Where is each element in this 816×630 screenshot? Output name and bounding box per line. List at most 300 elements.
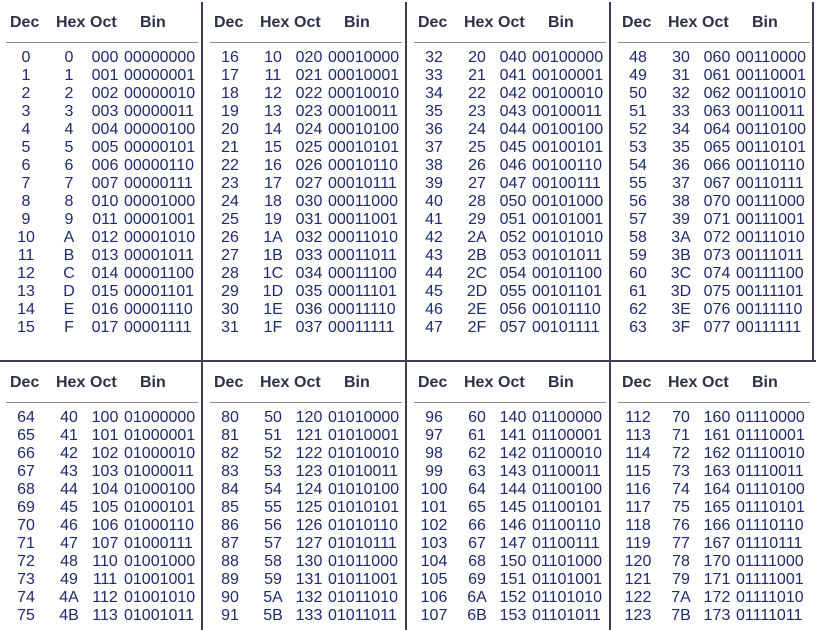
cell-hex: 33 xyxy=(672,103,690,120)
cell-oct: 016 xyxy=(91,301,119,318)
cell-hex: 31 xyxy=(672,67,690,84)
table-row xyxy=(616,265,816,283)
cell-oct: 010 xyxy=(91,193,119,210)
cell-hex: 20 xyxy=(468,49,486,66)
cell-hex: 2A xyxy=(467,229,487,246)
cell-bin: 00100110 xyxy=(532,157,602,174)
table-row xyxy=(412,409,612,427)
table-row xyxy=(208,607,408,625)
cell-hex: 3D xyxy=(670,283,692,300)
table-row xyxy=(4,175,204,193)
cell-hex: 43 xyxy=(60,463,78,480)
cell-dec: 44 xyxy=(425,265,443,282)
header-bin: Bin xyxy=(344,374,370,391)
cell-hex: 76 xyxy=(672,517,690,534)
cell-oct: 125 xyxy=(295,499,323,516)
cell-oct: 101 xyxy=(91,427,119,444)
cell-dec: 101 xyxy=(420,499,448,516)
header-rule xyxy=(414,42,606,43)
cell-bin: 01110100 xyxy=(736,481,805,498)
cell-oct: 051 xyxy=(499,211,527,228)
cell-hex: 19 xyxy=(264,211,282,228)
cell-hex: 65 xyxy=(468,499,486,516)
cell-bin: 00101001 xyxy=(532,211,604,228)
table-row xyxy=(616,517,816,535)
cell-hex: 3A xyxy=(671,229,691,246)
cell-hex: 78 xyxy=(672,553,690,570)
cell-hex: 3C xyxy=(670,265,692,282)
cell-dec: 31 xyxy=(221,319,239,336)
cell-hex: 62 xyxy=(468,445,486,462)
cell-bin: 00000101 xyxy=(124,139,196,156)
cell-bin: 01010110 xyxy=(328,517,398,534)
cell-oct: 036 xyxy=(295,301,323,318)
cell-oct: 020 xyxy=(295,49,323,66)
table-row xyxy=(412,49,612,67)
table-row xyxy=(616,409,816,427)
cell-dec: 6 xyxy=(21,157,31,174)
cell-oct: 005 xyxy=(91,139,119,156)
cell-dec: 100 xyxy=(420,481,448,498)
cell-oct: 104 xyxy=(91,481,119,498)
cell-hex: 22 xyxy=(468,85,486,102)
cell-bin: 00001010 xyxy=(124,229,196,246)
cell-dec: 87 xyxy=(221,535,239,552)
cell-oct: 022 xyxy=(295,85,323,102)
cell-hex: 34 xyxy=(672,121,690,138)
cell-bin: 01100000 xyxy=(532,409,602,426)
cell-dec: 102 xyxy=(420,517,448,534)
cell-bin: 00011010 xyxy=(328,229,398,246)
cell-dec: 49 xyxy=(629,67,647,84)
cell-dec: 45 xyxy=(425,283,443,300)
cell-oct: 003 xyxy=(91,103,119,120)
cell-bin: 01110110 xyxy=(736,517,804,534)
cell-bin: 00110011 xyxy=(736,103,805,120)
cell-bin: 00111010 xyxy=(736,229,805,246)
header-hex: Hex xyxy=(260,14,290,31)
cell-hex: 29 xyxy=(468,211,486,228)
cell-dec: 68 xyxy=(17,481,35,498)
cell-bin: 01000100 xyxy=(124,481,196,498)
bottom-section xyxy=(0,362,816,630)
cell-bin: 01100110 xyxy=(532,517,601,534)
cell-oct: 007 xyxy=(91,175,119,192)
cell-bin: 01000000 xyxy=(124,409,196,426)
cell-hex: 44 xyxy=(60,481,78,498)
table-row xyxy=(616,535,816,553)
cell-dec: 73 xyxy=(17,571,35,588)
cell-hex: 21 xyxy=(468,67,486,84)
cell-dec: 89 xyxy=(221,571,239,588)
cell-hex: 24 xyxy=(468,121,486,138)
cell-bin: 00011111 xyxy=(328,319,395,336)
cell-bin: 00111100 xyxy=(736,265,804,282)
cell-oct: 165 xyxy=(703,499,731,516)
cell-dec: 5 xyxy=(21,139,31,156)
cell-oct: 042 xyxy=(499,85,527,102)
cell-dec: 7 xyxy=(21,175,31,192)
cell-oct: 141 xyxy=(499,427,527,444)
cell-hex: 7B xyxy=(671,607,691,624)
cell-dec: 56 xyxy=(629,193,647,210)
cell-bin: 00000110 xyxy=(124,157,194,174)
table-row xyxy=(412,553,612,571)
table-row xyxy=(4,67,204,85)
cell-hex: 51 xyxy=(264,427,282,444)
cell-oct: 000 xyxy=(91,49,119,66)
header-oct: Oct xyxy=(90,374,117,391)
header-oct: Oct xyxy=(294,374,321,391)
cell-dec: 36 xyxy=(425,121,443,138)
cell-dec: 59 xyxy=(629,247,647,264)
table-row xyxy=(4,229,204,247)
cell-dec: 74 xyxy=(17,589,35,606)
cell-hex: 3B xyxy=(671,247,691,264)
cell-oct: 062 xyxy=(703,85,731,102)
cell-dec: 24 xyxy=(221,193,239,210)
header-dec: Dec xyxy=(214,14,244,31)
cell-dec: 60 xyxy=(629,265,647,282)
cell-hex: 4 xyxy=(64,121,74,138)
header-oct: Oct xyxy=(90,14,117,31)
cell-hex: 73 xyxy=(672,463,690,480)
cell-bin: 00011000 xyxy=(328,193,398,210)
cell-oct: 017 xyxy=(91,319,119,336)
cell-hex: 26 xyxy=(468,157,486,174)
table-row xyxy=(412,103,612,121)
cell-oct: 032 xyxy=(295,229,323,246)
cell-dec: 61 xyxy=(629,283,647,300)
table-row xyxy=(4,607,204,625)
cell-bin: 01010000 xyxy=(328,409,400,426)
cell-hex: 3F xyxy=(671,319,691,336)
cell-dec: 43 xyxy=(425,247,443,264)
cell-oct: 126 xyxy=(295,517,323,534)
cell-bin: 01000010 xyxy=(124,445,196,462)
cell-hex: 48 xyxy=(60,553,78,570)
table-row xyxy=(616,85,816,103)
table-row xyxy=(4,427,204,445)
cell-hex: 38 xyxy=(672,193,690,210)
table-row xyxy=(616,301,816,319)
cell-hex: 16 xyxy=(264,157,282,174)
cell-hex: 8 xyxy=(64,193,74,210)
table-row xyxy=(4,247,204,265)
table-row xyxy=(4,265,204,283)
cell-oct: 073 xyxy=(703,247,731,264)
cell-bin: 00110110 xyxy=(736,157,805,174)
cell-dec: 20 xyxy=(221,121,239,138)
cell-oct: 002 xyxy=(91,85,119,102)
cell-oct: 170 xyxy=(703,553,731,570)
cell-bin: 00001101 xyxy=(124,283,194,300)
cell-hex: 64 xyxy=(468,481,486,498)
table-row xyxy=(616,103,816,121)
cell-dec: 98 xyxy=(425,445,443,462)
cell-oct: 113 xyxy=(92,607,118,624)
table-row xyxy=(208,175,408,193)
cell-dec: 86 xyxy=(221,517,239,534)
cell-dec: 85 xyxy=(221,499,239,516)
cell-bin: 01011011 xyxy=(328,607,397,624)
cell-hex: 1B xyxy=(263,247,283,264)
cell-hex: 2C xyxy=(466,265,488,282)
cell-bin: 00011011 xyxy=(328,247,397,264)
cell-dec: 35 xyxy=(425,103,443,120)
cell-bin: 00100001 xyxy=(532,67,604,84)
cell-bin: 00001000 xyxy=(124,193,196,210)
cell-oct: 153 xyxy=(499,607,527,624)
cell-bin: 00001100 xyxy=(124,265,194,282)
cell-oct: 006 xyxy=(91,157,119,174)
cell-bin: 00100000 xyxy=(532,49,604,66)
table-row xyxy=(4,85,204,103)
cell-bin: 00111000 xyxy=(736,193,805,210)
cell-dec: 13 xyxy=(17,283,35,300)
table-row xyxy=(412,427,612,445)
cell-oct: 121 xyxy=(295,427,323,444)
header-dec: Dec xyxy=(10,374,40,391)
cell-dec: 12 xyxy=(17,265,35,282)
cell-dec: 21 xyxy=(221,139,239,156)
cell-bin: 01100100 xyxy=(532,481,602,498)
cell-bin: 00110111 xyxy=(736,175,804,192)
table-row xyxy=(616,157,816,175)
cell-oct: 074 xyxy=(703,265,731,282)
header-bin: Bin xyxy=(548,14,574,31)
cell-bin: 01011001 xyxy=(328,571,398,588)
cell-dec: 46 xyxy=(425,301,443,318)
table-row xyxy=(208,589,408,607)
cell-oct: 172 xyxy=(703,589,731,606)
cell-hex: 23 xyxy=(468,103,486,120)
cell-dec: 37 xyxy=(425,139,443,156)
cell-hex: 6A xyxy=(467,589,487,606)
table-row xyxy=(4,535,204,553)
cell-bin: 00110001 xyxy=(736,67,806,84)
cell-dec: 14 xyxy=(17,301,35,318)
cell-dec: 63 xyxy=(629,319,647,336)
cell-hex: 2D xyxy=(466,283,488,300)
cell-bin: 01101000 xyxy=(532,553,602,570)
table-row xyxy=(616,553,816,571)
cell-oct: 055 xyxy=(499,283,527,300)
cell-bin: 01110001 xyxy=(736,427,805,444)
cell-oct: 171 xyxy=(703,571,731,588)
cell-oct: 144 xyxy=(499,481,527,498)
table-row xyxy=(616,49,816,67)
cell-oct: 164 xyxy=(703,481,731,498)
cell-dec: 117 xyxy=(625,499,651,516)
cell-dec: 30 xyxy=(221,301,239,318)
table-row xyxy=(616,481,816,499)
cell-bin: 01010001 xyxy=(328,427,400,444)
cell-oct: 035 xyxy=(295,283,323,300)
cell-dec: 55 xyxy=(629,175,647,192)
cell-bin: 00011110 xyxy=(328,301,396,318)
cell-hex: 32 xyxy=(672,85,690,102)
table-row xyxy=(208,301,408,319)
cell-hex: 13 xyxy=(264,103,282,120)
header-hex: Hex xyxy=(464,374,494,391)
cell-dec: 27 xyxy=(221,247,239,264)
cell-bin: 00101110 xyxy=(532,301,601,318)
cell-bin: 00101111 xyxy=(532,319,600,336)
cell-bin: 00001110 xyxy=(124,301,193,318)
cell-oct: 152 xyxy=(499,589,527,606)
cell-dec: 75 xyxy=(17,607,35,624)
cell-oct: 077 xyxy=(703,319,731,336)
cell-oct: 047 xyxy=(499,175,527,192)
table-row xyxy=(4,49,204,67)
cell-hex: 61 xyxy=(468,427,486,444)
table-row xyxy=(4,319,204,337)
table-row xyxy=(4,571,204,589)
cell-hex: 49 xyxy=(60,571,78,588)
cell-hex: 50 xyxy=(264,409,282,426)
cell-oct: 057 xyxy=(499,319,527,336)
table-row xyxy=(208,211,408,229)
cell-bin: 01100111 xyxy=(532,535,600,552)
table-row xyxy=(412,607,612,625)
cell-bin: 01101010 xyxy=(532,589,602,606)
header-rule xyxy=(618,42,810,43)
cell-dec: 118 xyxy=(625,517,651,534)
cell-oct: 146 xyxy=(499,517,527,534)
cell-bin: 00101010 xyxy=(532,229,604,246)
table-row xyxy=(208,139,408,157)
cell-bin: 00010100 xyxy=(328,121,400,138)
cell-oct: 166 xyxy=(703,517,731,534)
table-row xyxy=(4,211,204,229)
cell-oct: 065 xyxy=(703,139,731,156)
cell-hex: B xyxy=(63,247,75,264)
cell-oct: 132 xyxy=(295,589,323,606)
header-rule xyxy=(6,402,198,403)
cell-hex: 79 xyxy=(672,571,690,588)
cell-bin: 00001001 xyxy=(124,211,196,228)
cell-hex: 2E xyxy=(467,301,487,318)
cell-oct: 067 xyxy=(703,175,731,192)
table-row xyxy=(412,283,612,301)
cell-bin: 01000111 xyxy=(124,535,193,552)
table-row xyxy=(616,175,816,193)
cell-dec: 71 xyxy=(17,535,35,552)
table-row xyxy=(208,157,408,175)
cell-bin: 01100010 xyxy=(532,445,602,462)
cell-dec: 54 xyxy=(629,157,647,174)
cell-dec: 52 xyxy=(629,121,647,138)
cell-dec: 10 xyxy=(17,229,35,246)
cell-dec: 123 xyxy=(624,607,652,624)
cell-hex: 14 xyxy=(264,121,282,138)
cell-hex: 2B xyxy=(467,247,487,264)
header-hex: Hex xyxy=(56,374,86,391)
cell-dec: 1 xyxy=(21,67,31,84)
table-row xyxy=(208,265,408,283)
cell-oct: 031 xyxy=(295,211,323,228)
cell-oct: 015 xyxy=(91,283,119,300)
cell-bin: 00000111 xyxy=(124,175,193,192)
cell-oct: 160 xyxy=(703,409,731,426)
cell-oct: 107 xyxy=(91,535,119,552)
cell-oct: 030 xyxy=(295,193,323,210)
cell-dec: 121 xyxy=(624,571,652,588)
cell-bin: 01011010 xyxy=(328,589,398,606)
cell-dec: 29 xyxy=(221,283,239,300)
table-row xyxy=(4,301,204,319)
cell-dec: 106 xyxy=(420,589,448,606)
cell-bin: 01100101 xyxy=(532,499,602,516)
cell-oct: 033 xyxy=(295,247,323,264)
cell-dec: 22 xyxy=(221,157,239,174)
cell-hex: 45 xyxy=(60,499,78,516)
cell-oct: 100 xyxy=(91,409,119,426)
table-row xyxy=(616,247,816,265)
cell-oct: 050 xyxy=(499,193,527,210)
header-hex: Hex xyxy=(668,14,698,31)
cell-hex: 1F xyxy=(263,319,283,336)
cell-hex: 10 xyxy=(264,49,282,66)
cell-dec: 112 xyxy=(625,409,651,426)
cell-bin: 00010101 xyxy=(328,139,400,156)
table-row xyxy=(4,409,204,427)
table-row xyxy=(616,121,816,139)
table-row xyxy=(208,229,408,247)
cell-dec: 120 xyxy=(624,553,652,570)
cell-dec: 91 xyxy=(221,607,239,624)
cell-hex: 42 xyxy=(60,445,78,462)
header-dec: Dec xyxy=(418,374,448,391)
cell-hex: 54 xyxy=(264,481,282,498)
table-row xyxy=(208,535,408,553)
cell-dec: 32 xyxy=(425,49,443,66)
cell-hex: 5B xyxy=(263,607,283,624)
cell-oct: 122 xyxy=(295,445,323,462)
cell-oct: 054 xyxy=(499,265,527,282)
cell-oct: 140 xyxy=(499,409,527,426)
cell-oct: 150 xyxy=(499,553,527,570)
table-row xyxy=(412,301,612,319)
table-row xyxy=(616,211,816,229)
cell-hex: 15 xyxy=(264,139,282,156)
cell-dec: 2 xyxy=(21,85,31,102)
table-row xyxy=(616,229,816,247)
cell-dec: 58 xyxy=(629,229,647,246)
table-row xyxy=(616,571,816,589)
table-row xyxy=(412,445,612,463)
table-row xyxy=(208,319,408,337)
cell-hex: 6 xyxy=(64,157,74,174)
table-row xyxy=(412,571,612,589)
cell-bin: 00100011 xyxy=(532,103,602,120)
cell-bin: 00000100 xyxy=(124,121,196,138)
cell-bin: 01010100 xyxy=(328,481,400,498)
cell-bin: 01000110 xyxy=(124,517,194,534)
cell-dec: 57 xyxy=(629,211,647,228)
cell-oct: 142 xyxy=(499,445,527,462)
table-row xyxy=(616,607,816,625)
table-row xyxy=(4,139,204,157)
cell-dec: 113 xyxy=(625,427,651,444)
cell-hex: E xyxy=(63,301,75,318)
cell-bin: 01100001 xyxy=(532,427,602,444)
cell-hex: 71 xyxy=(672,427,690,444)
cell-bin: 01111000 xyxy=(736,553,804,570)
cell-dec: 4 xyxy=(21,121,31,138)
cell-hex: 55 xyxy=(264,499,282,516)
